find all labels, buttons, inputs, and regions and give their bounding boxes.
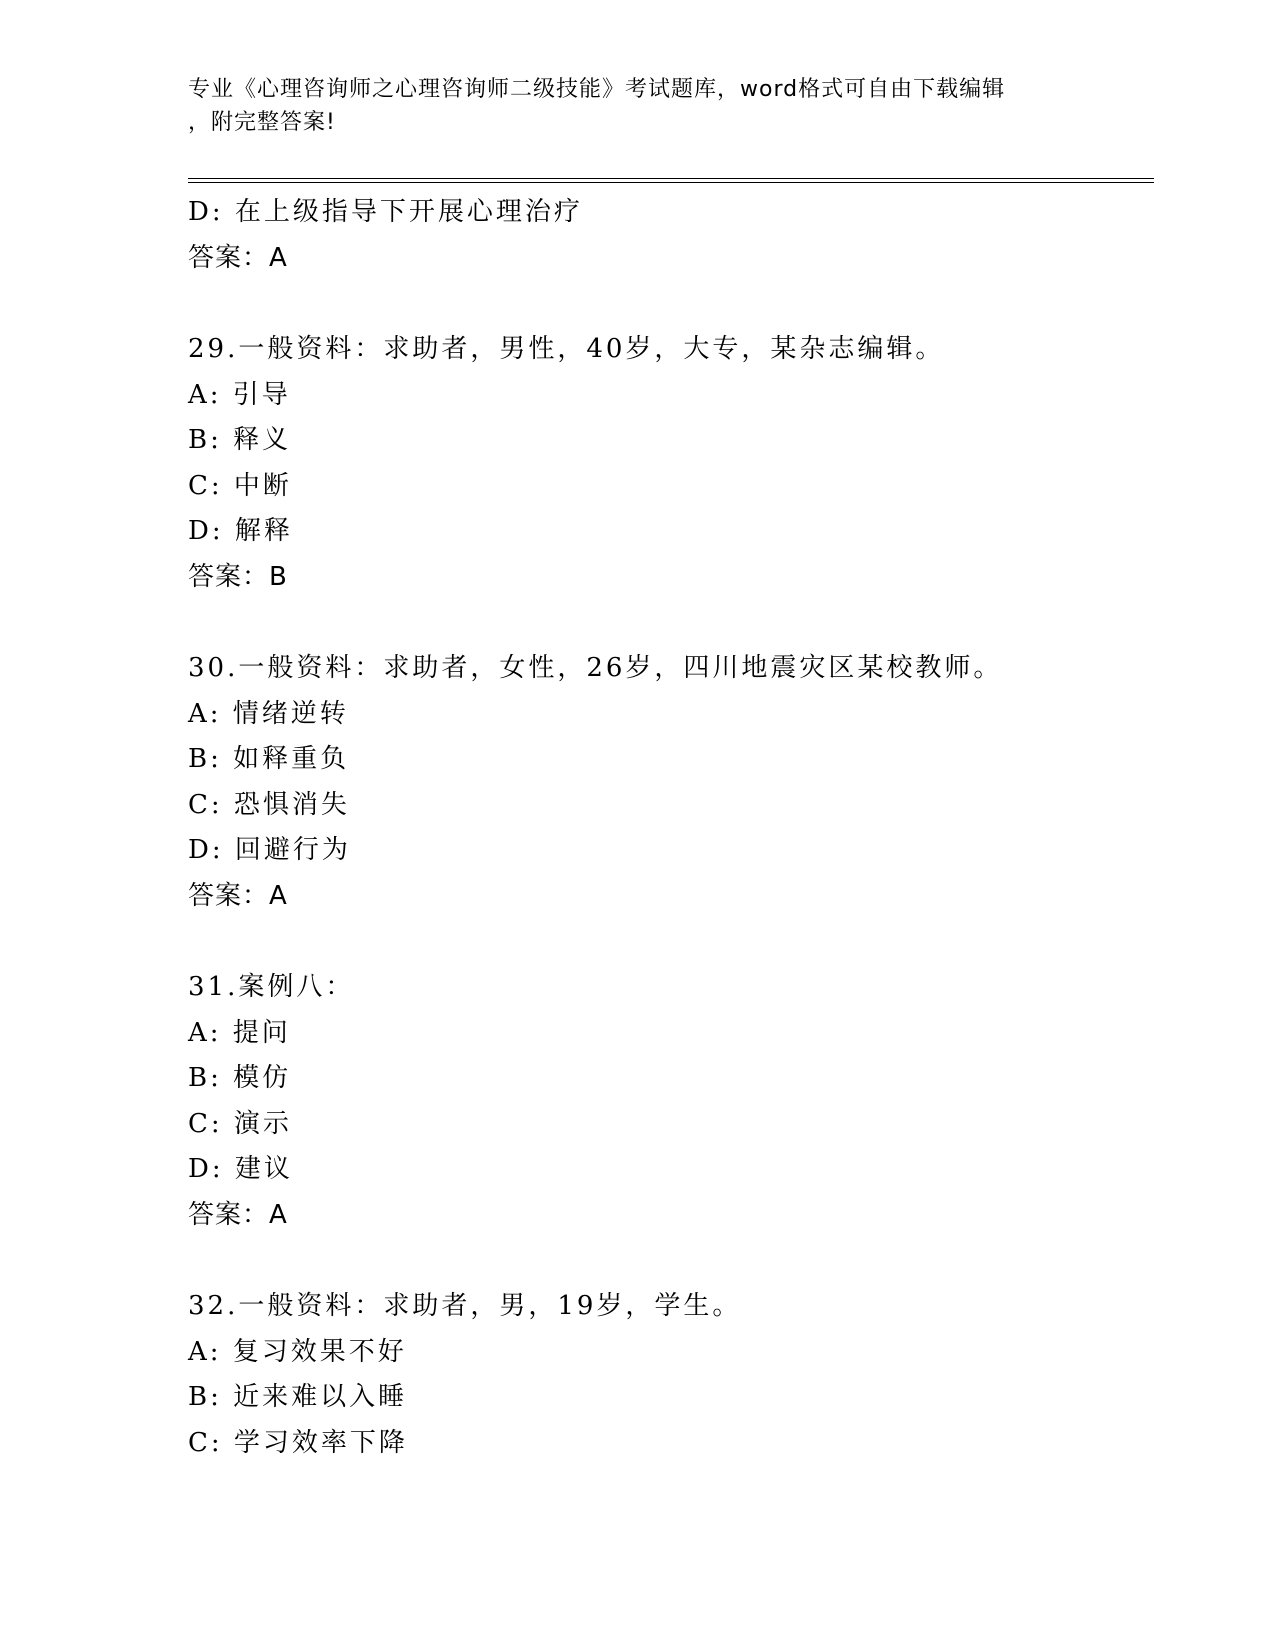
previous-question-fragment [188,190,1154,281]
option-d: D: 在上级指导下开展心理治疗 [188,197,583,227]
question-stem: 29.一般资料：求助者，男性，40岁，大专，某杂志编辑。 [188,334,945,364]
option-d: D: 建议 [188,1154,293,1184]
question-32 [188,1284,1154,1466]
option-a: A: 复习效果不好 [188,1336,407,1367]
answer-line: 答案：A [188,242,288,273]
answer-line: 答案：A [188,880,288,911]
spacer [188,1238,1154,1284]
header-line-2: ，附完整答案! [188,110,336,135]
question-stem: 32.一般资料：求助者，男，19岁，学生。 [188,1291,742,1321]
option-a: A: 引导 [188,379,291,410]
header-line-1: 专业《心理咨询师之心理咨询师二级技能》考试题库，word格式可自由下载编辑 [188,77,1006,102]
question-stem: 30.一般资料：求助者，女性，26岁，四川地震灾区某校教师。 [188,653,1003,683]
question-29 [188,327,1154,600]
option-c: C: 学习效率下降 [188,1427,408,1458]
option-d: D: 解释 [188,516,293,546]
option-c: C: 恐惧消失 [188,789,350,820]
option-b: B: 模仿 [188,1063,292,1093]
option-b: B: 如释重负 [188,744,350,774]
answer-line: 答案：B [188,561,288,592]
option-d: D: 回避行为 [188,835,351,865]
option-a: A: 提问 [188,1017,291,1048]
document-header [188,73,1088,139]
answer-line: 答案：A [188,1199,288,1230]
question-31 [188,965,1154,1238]
question-list [188,190,1154,1466]
option-c: C: 中断 [188,470,292,501]
option-c: C: 演示 [188,1108,292,1139]
question-30 [188,646,1154,919]
question-stem: 31.案例八： [188,972,355,1002]
header-divider-top [188,178,1154,179]
spacer [188,281,1154,327]
option-b: B: 释义 [188,425,292,455]
spacer [188,919,1154,965]
header-divider-bottom [188,182,1154,183]
option-a: A: 情绪逆转 [188,698,349,729]
option-b: B: 近来难以入睡 [188,1382,408,1412]
spacer [188,600,1154,646]
